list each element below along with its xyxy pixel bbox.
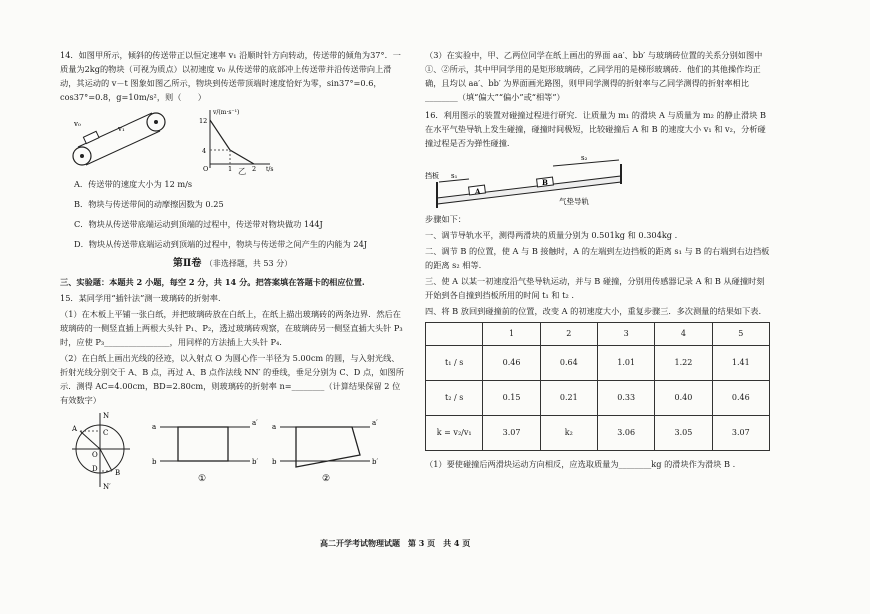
table-cell: k₂ [540,416,597,451]
section3-title: 三、实验题：本题共 2 小题，每空 2 分，共 14 分。把答案填在答题卡的相应位置. [60,277,365,287]
q15-stem: 15．某同学用“插针法”测一玻璃砖的折射率. [60,293,221,303]
table-cell: k = v₂/v₁ [426,416,483,451]
table-header-cell: 1 [483,323,540,346]
q14-stem: 14．如图甲所示，倾斜的传送带正以恒定速率 v₁ 沿顺时针方向转动，传送带的倾角为37°．一质量为2kg的物块（可视为质点）以初速度 v₀ 从传送带的底部冲上传送带并沿传送带向上滑动，其运动的 v－t 图象如图乙所示，物块到传送带顶端时速度恰好为零，sin37°=0.6，cos37°=0.8，g=10m/s²，则（ ） [60,50,401,102]
label-A: A [72,425,78,433]
table-cell: 0.15 [483,381,540,416]
belt-label-v1: v₁ [118,125,125,133]
graph-t-2: 2 [252,165,257,172]
table-header-cell: 3 [597,323,654,346]
trap-label-a-prime: a′ [372,419,378,427]
fig-num-1: ① [198,474,207,484]
table-header-cell: 4 [655,323,712,346]
fig-label-yi: 乙 [238,166,247,176]
table-cell: t₂ / s [426,381,483,416]
table-cell: 3.05 [655,416,712,451]
table-cell: 0.33 [597,381,654,416]
q15-part2: （2）在白纸上画出光线的径迹，以入射点 O 为圆心作一半径为 5.00cm 的圆，与入射光线、折射光线分别交于 A、B 点，再过 A、B 点作法线 NN′ 的垂线，垂足分别为 C、D 点，如图所示．测得 AC=4.00cm，BD=2.80cm，则玻璃砖的折射率 n=________（计算结果保留 2 位有效数字） [60,353,404,405]
fig-num-2: ② [322,474,331,484]
glass-rect-diagram [152,419,258,484]
part2-subtitle: （非选择题，共 53 分） [204,259,293,268]
steps-title: 步骤如下： [425,214,466,224]
graph-axis-v: v/(m·s⁻¹) [213,109,240,116]
belt-label-v0: v₀ [74,120,81,128]
part2-title: 第Ⅱ卷 [172,258,202,269]
label-slider-B: B [542,178,548,187]
label-slider-A: A [475,187,481,196]
graph-v-12: 12 [199,117,208,125]
q15-figures [60,409,390,491]
trap-label-a: a [272,423,277,431]
trap-label-b: b [272,458,277,466]
step-2: 二、调节 B 的位置，使 A 与 B 接触时，A 的左端到左边挡板的距离 s₁ 与 B 的右端到右边挡板的距离 s₂ 相等. [425,246,770,270]
q16-stem: 16．利用图示的装置对碰撞过程进行研究．让质量为 m₁ 的滑块 A 与质量为 m₂ 的静止滑块 B 在水平气垫导轨上发生碰撞，碰撞时间极短，比较碰撞后 A 和 B 的速度大小 v₁ 和 v₂，分析碰撞过程是否为弹性碰撞. [425,110,767,148]
part2-heading [60,257,405,271]
table-row [426,346,770,381]
step-1: 一、调节导轨水平，测得两滑块的质量分别为 0.501kg 和 0.304kg . [425,230,678,240]
label-N-prime: N′ [103,483,111,491]
q14-option-c: C．物块从传送带底端运动到顶端的过程中，传送带对物块做功 144J [74,219,323,229]
table-row [426,381,770,416]
table-cell: 0.40 [655,381,712,416]
table-cell: 0.64 [540,346,597,381]
q15-part3: （3）在实验中，甲、乙两位同学在纸上画出的界面 aa′、bb′ 与玻璃砖位置的关系分别如图中①、②所示，其中甲同学用的是矩形玻璃砖，乙同学用的是梯形玻璃砖．他们的其他操作均正确，且均以 aa′、bb′ 为界面画光路图，则甲同学测得的折射率与乙同学测得的折射率相比________（填“偏大”“偏小”或“相等”） [425,50,763,102]
table-cell: 0.46 [483,346,540,381]
table-cell: 1.01 [597,346,654,381]
refraction-circle-diagram [71,412,130,491]
graph-origin: O [203,165,209,172]
label-s2: s₂ [581,154,588,162]
step-3: 三、使 A 以某一初速度沿气垫导轨运动，并与 B 碰撞，分别用传感器记录 A 和 B 从碰撞时刻开始到各自撞到挡板所用的时间 t₁ 和 t₂ . [425,276,765,300]
label-baffle: 挡板 [425,172,439,180]
label-air-track: 气垫导轨 [559,197,589,206]
q14-figures [60,106,360,172]
q14-option-b: B．物块与传送带间的动摩擦因数为 0.25 [74,199,224,209]
right-column [425,48,770,473]
glass-trapezoid-diagram [272,419,378,484]
graph-v-4: 4 [202,147,207,155]
step-4: 四、将 B 放回到碰撞前的位置，改变 A 的初速度大小，重复步骤三．多次测量的结果如下表. [425,306,762,316]
table-cell: 3.07 [712,416,769,451]
table-header-row [426,323,770,346]
table-cell: 0.21 [540,381,597,416]
q14-option-d: D．物块从传送带底端运动到顶端的过程中，物块与传送带之间产生的内能为 24J [74,239,368,249]
label-C: C [103,429,109,437]
label-B: B [115,469,121,477]
air-track-diagram [425,152,765,212]
rect-label-b-prime: b′ [252,458,259,466]
table-row [426,416,770,451]
q14-option-a: A．传送带的速度大小为 12 m/s [74,179,193,189]
rect-label-b: b [152,458,157,466]
left-column [60,48,405,491]
rect-label-a: a [152,423,157,431]
label-N: N [103,412,110,420]
conveyor-belt-diagram [73,113,165,172]
graph-axis-t: t/s [266,166,274,172]
table-header-cell [426,323,483,346]
table-cell: t₁ / s [426,346,483,381]
table-header-cell: 2 [540,323,597,346]
label-O: O [92,451,98,459]
label-D: D [92,465,98,473]
table-cell: 3.06 [597,416,654,451]
table-cell: 1.41 [712,346,769,381]
table-cell: 1.22 [655,346,712,381]
table-cell: 3.07 [483,416,540,451]
trap-label-b-prime: b′ [372,458,379,466]
q15-part1: （1）在木板上平铺一张白纸，并把玻璃砖放在白纸上，在纸上描出玻璃砖的两条边界．然后在玻璃砖的一侧竖直插上两根大头针 P₁、P₂，透过玻璃砖观察，在玻璃砖另一侧竖直插大头针 P₃时，应使 P₃________________，用同样的方法插上大头针 P₄. [60,309,403,347]
vt-graph [199,109,274,172]
label-s1: s₁ [451,172,458,180]
graph-t-1: 1 [228,165,233,172]
q16-part1: （1）要使碰撞后两滑块运动方向相反，应选取质量为________kg 的滑块作为滑块 B . [425,459,736,469]
page-footer: 高二开学考试物理试题 第 3 页 共 4 页 [320,538,471,548]
table-header-cell: 5 [712,323,769,346]
rect-label-a-prime: a′ [252,419,258,427]
results-table [425,322,770,451]
table-cell: 0.46 [712,381,769,416]
